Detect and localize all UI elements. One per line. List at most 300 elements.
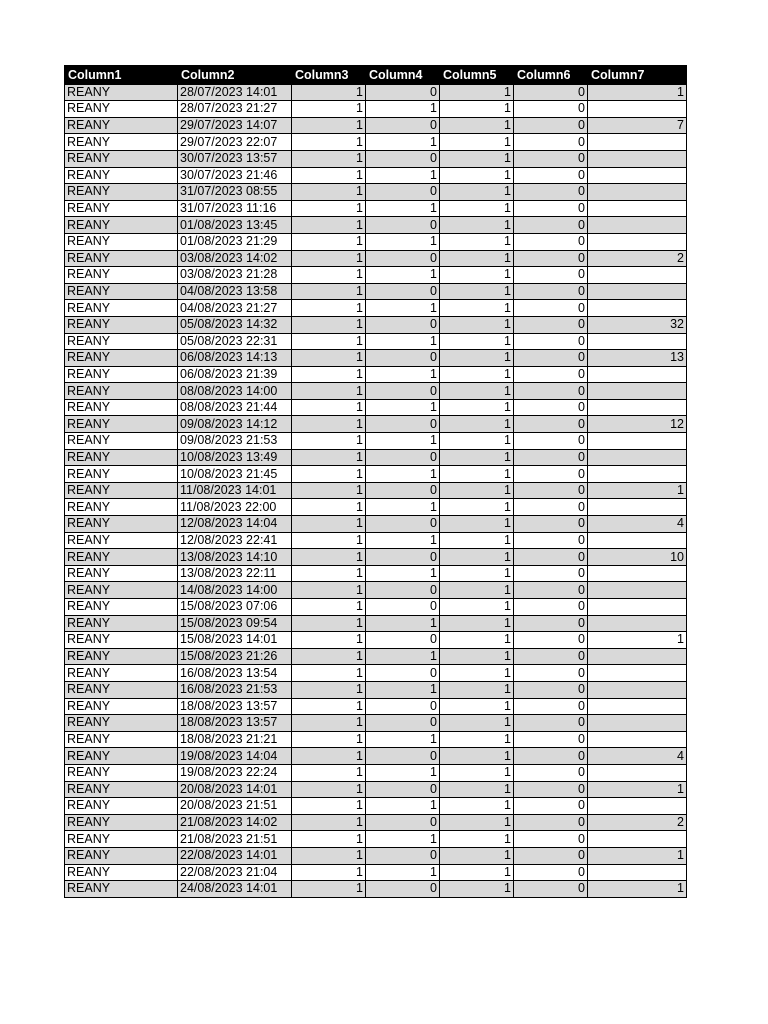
table-cell-col3[interactable]: 1 [292,864,366,881]
table-cell-col1[interactable]: REANY [65,200,178,217]
table-cell-col5[interactable]: 1 [440,399,514,416]
table-cell-col5[interactable]: 1 [440,565,514,582]
table-cell-col6[interactable]: 0 [514,648,588,665]
table-cell-col2[interactable]: 24/08/2023 14:01 [178,881,292,898]
table-cell-col6[interactable]: 0 [514,184,588,201]
table-cell-col3[interactable]: 1 [292,466,366,483]
table-cell-col4[interactable]: 0 [366,316,440,333]
table-cell-col5[interactable]: 1 [440,499,514,516]
table-cell-col7[interactable] [588,300,687,317]
table-cell-col1[interactable]: REANY [65,383,178,400]
table-cell-col6[interactable]: 0 [514,101,588,118]
table-cell-col7[interactable] [588,565,687,582]
table-cell-col5[interactable]: 1 [440,134,514,151]
table-cell-col7[interactable] [588,715,687,732]
table-cell-col5[interactable]: 1 [440,632,514,649]
table-cell-col3[interactable]: 1 [292,350,366,367]
table-cell-col2[interactable]: 21/08/2023 21:51 [178,831,292,848]
table-cell-col5[interactable]: 1 [440,549,514,566]
table-cell-col7[interactable] [588,731,687,748]
table-cell-col1[interactable]: REANY [65,466,178,483]
table-cell-col1[interactable]: REANY [65,847,178,864]
table-cell-col5[interactable]: 1 [440,532,514,549]
table-cell-col2[interactable]: 03/08/2023 14:02 [178,250,292,267]
table-cell-col5[interactable]: 1 [440,449,514,466]
table-cell-col3[interactable]: 1 [292,134,366,151]
table-cell-col3[interactable]: 1 [292,582,366,599]
table-cell-col5[interactable]: 1 [440,698,514,715]
table-cell-col5[interactable]: 1 [440,864,514,881]
table-cell-col2[interactable]: 30/07/2023 13:57 [178,150,292,167]
table-cell-col5[interactable]: 1 [440,250,514,267]
table-cell-col2[interactable]: 28/07/2023 21:27 [178,101,292,118]
table-cell-col2[interactable]: 10/08/2023 13:49 [178,449,292,466]
table-cell-col7[interactable] [588,217,687,234]
table-cell-col7[interactable]: 7 [588,117,687,134]
table-cell-col2[interactable]: 20/08/2023 14:01 [178,781,292,798]
table-cell-col2[interactable]: 05/08/2023 22:31 [178,333,292,350]
table-cell-col5[interactable]: 1 [440,599,514,616]
table-cell-col5[interactable]: 1 [440,217,514,234]
table-cell-col7[interactable] [588,399,687,416]
table-cell-col4[interactable]: 0 [366,516,440,533]
table-cell-col6[interactable]: 0 [514,632,588,649]
column-header-2[interactable]: Column2 [178,66,292,85]
table-cell-col2[interactable]: 22/08/2023 14:01 [178,847,292,864]
table-cell-col7[interactable] [588,648,687,665]
table-cell-col2[interactable]: 31/07/2023 08:55 [178,184,292,201]
table-cell-col5[interactable]: 1 [440,681,514,698]
table-cell-col3[interactable]: 1 [292,233,366,250]
table-cell-col3[interactable]: 1 [292,366,366,383]
table-cell-col6[interactable]: 0 [514,250,588,267]
table-cell-col3[interactable]: 1 [292,217,366,234]
table-cell-col2[interactable]: 11/08/2023 22:00 [178,499,292,516]
table-cell-col3[interactable]: 1 [292,250,366,267]
table-cell-col1[interactable]: REANY [65,715,178,732]
table-cell-col4[interactable]: 1 [366,798,440,815]
table-cell-col5[interactable]: 1 [440,433,514,450]
table-cell-col4[interactable]: 1 [366,366,440,383]
table-cell-col1[interactable]: REANY [65,449,178,466]
table-cell-col7[interactable] [588,383,687,400]
table-cell-col2[interactable]: 11/08/2023 14:01 [178,482,292,499]
table-cell-col6[interactable]: 0 [514,200,588,217]
table-cell-col3[interactable]: 1 [292,267,366,284]
table-cell-col3[interactable]: 1 [292,648,366,665]
table-cell-col4[interactable]: 0 [366,150,440,167]
table-cell-col3[interactable]: 1 [292,847,366,864]
table-cell-col1[interactable]: REANY [65,764,178,781]
table-cell-col7[interactable]: 4 [588,516,687,533]
table-cell-col7[interactable] [588,433,687,450]
table-cell-col4[interactable]: 0 [366,582,440,599]
column-header-5[interactable]: Column5 [440,66,514,85]
table-cell-col5[interactable]: 1 [440,466,514,483]
table-cell-col6[interactable]: 0 [514,350,588,367]
table-cell-col1[interactable]: REANY [65,681,178,698]
table-cell-col2[interactable]: 03/08/2023 21:28 [178,267,292,284]
table-cell-col4[interactable]: 1 [366,433,440,450]
table-cell-col6[interactable]: 0 [514,449,588,466]
table-cell-col2[interactable]: 12/08/2023 22:41 [178,532,292,549]
table-cell-col6[interactable]: 0 [514,416,588,433]
table-cell-col4[interactable]: 1 [366,134,440,151]
table-cell-col2[interactable]: 18/08/2023 13:57 [178,698,292,715]
table-cell-col4[interactable]: 1 [366,648,440,665]
table-cell-col7[interactable]: 10 [588,549,687,566]
table-cell-col6[interactable]: 0 [514,565,588,582]
table-cell-col3[interactable]: 1 [292,184,366,201]
table-cell-col3[interactable]: 1 [292,117,366,134]
table-cell-col1[interactable]: REANY [65,798,178,815]
table-cell-col5[interactable]: 1 [440,167,514,184]
table-cell-col4[interactable]: 0 [366,665,440,682]
table-cell-col6[interactable]: 0 [514,300,588,317]
table-cell-col6[interactable]: 0 [514,283,588,300]
table-cell-col1[interactable]: REANY [65,233,178,250]
table-cell-col7[interactable]: 1 [588,84,687,101]
table-cell-col5[interactable]: 1 [440,333,514,350]
table-cell-col6[interactable]: 0 [514,399,588,416]
table-cell-col4[interactable]: 0 [366,781,440,798]
table-cell-col1[interactable]: REANY [65,267,178,284]
table-cell-col3[interactable]: 1 [292,416,366,433]
table-cell-col7[interactable]: 13 [588,350,687,367]
table-cell-col3[interactable]: 1 [292,283,366,300]
table-cell-col4[interactable]: 0 [366,549,440,566]
table-cell-col5[interactable]: 1 [440,516,514,533]
table-cell-col7[interactable] [588,681,687,698]
table-cell-col6[interactable]: 0 [514,516,588,533]
table-cell-col3[interactable]: 1 [292,599,366,616]
table-cell-col7[interactable] [588,798,687,815]
table-cell-col7[interactable]: 1 [588,781,687,798]
table-cell-col6[interactable]: 0 [514,466,588,483]
table-cell-col2[interactable]: 04/08/2023 13:58 [178,283,292,300]
table-cell-col6[interactable]: 0 [514,748,588,765]
table-cell-col1[interactable]: REANY [65,599,178,616]
table-cell-col4[interactable]: 1 [366,167,440,184]
table-cell-col1[interactable]: REANY [65,366,178,383]
table-cell-col3[interactable]: 1 [292,748,366,765]
table-cell-col5[interactable]: 1 [440,117,514,134]
table-cell-col2[interactable]: 22/08/2023 21:04 [178,864,292,881]
table-cell-col4[interactable]: 1 [366,267,440,284]
table-cell-col3[interactable]: 1 [292,449,366,466]
table-cell-col3[interactable]: 1 [292,814,366,831]
table-cell-col1[interactable]: REANY [65,283,178,300]
table-cell-col3[interactable]: 1 [292,665,366,682]
table-cell-col1[interactable]: REANY [65,731,178,748]
table-cell-col7[interactable] [588,200,687,217]
table-cell-col5[interactable]: 1 [440,84,514,101]
table-cell-col4[interactable]: 1 [366,499,440,516]
table-cell-col2[interactable]: 15/08/2023 07:06 [178,599,292,616]
table-cell-col4[interactable]: 1 [366,731,440,748]
table-cell-col4[interactable]: 0 [366,217,440,234]
table-cell-col4[interactable]: 1 [366,764,440,781]
table-cell-col1[interactable]: REANY [65,532,178,549]
table-cell-col4[interactable]: 0 [366,383,440,400]
table-cell-col2[interactable]: 08/08/2023 14:00 [178,383,292,400]
table-cell-col6[interactable]: 0 [514,599,588,616]
column-header-4[interactable]: Column4 [366,66,440,85]
table-cell-col7[interactable] [588,233,687,250]
table-cell-col1[interactable]: REANY [65,101,178,118]
table-cell-col4[interactable]: 1 [366,233,440,250]
table-cell-col6[interactable]: 0 [514,316,588,333]
table-cell-col5[interactable]: 1 [440,731,514,748]
table-cell-col4[interactable]: 0 [366,117,440,134]
table-cell-col6[interactable]: 0 [514,781,588,798]
table-cell-col4[interactable]: 0 [366,449,440,466]
table-cell-col6[interactable]: 0 [514,881,588,898]
table-cell-col7[interactable]: 12 [588,416,687,433]
table-cell-col4[interactable]: 0 [366,283,440,300]
table-cell-col5[interactable]: 1 [440,582,514,599]
table-cell-col7[interactable] [588,184,687,201]
table-cell-col6[interactable]: 0 [514,731,588,748]
table-cell-col6[interactable]: 0 [514,582,588,599]
column-header-1[interactable]: Column1 [65,66,178,85]
table-cell-col4[interactable]: 1 [366,681,440,698]
table-cell-col7[interactable] [588,582,687,599]
table-cell-col1[interactable]: REANY [65,499,178,516]
table-cell-col7[interactable] [588,499,687,516]
table-cell-col1[interactable]: REANY [65,433,178,450]
table-cell-col5[interactable]: 1 [440,184,514,201]
table-cell-col3[interactable]: 1 [292,482,366,499]
table-cell-col2[interactable]: 15/08/2023 21:26 [178,648,292,665]
table-cell-col2[interactable]: 09/08/2023 14:12 [178,416,292,433]
table-cell-col5[interactable]: 1 [440,150,514,167]
table-cell-col7[interactable] [588,831,687,848]
table-cell-col2[interactable]: 06/08/2023 14:13 [178,350,292,367]
table-cell-col4[interactable]: 1 [366,831,440,848]
table-cell-col2[interactable]: 13/08/2023 14:10 [178,549,292,566]
table-cell-col3[interactable]: 1 [292,316,366,333]
table-cell-col3[interactable]: 1 [292,681,366,698]
table-cell-col2[interactable]: 29/07/2023 14:07 [178,117,292,134]
column-header-7[interactable]: Column7 [588,66,687,85]
table-cell-col7[interactable]: 1 [588,632,687,649]
table-cell-col2[interactable]: 28/07/2023 14:01 [178,84,292,101]
table-cell-col1[interactable]: REANY [65,648,178,665]
table-cell-col1[interactable]: REANY [65,184,178,201]
table-cell-col4[interactable]: 0 [366,250,440,267]
table-cell-col3[interactable]: 1 [292,632,366,649]
table-cell-col4[interactable]: 0 [366,632,440,649]
table-cell-col3[interactable]: 1 [292,532,366,549]
table-cell-col3[interactable]: 1 [292,84,366,101]
table-cell-col4[interactable]: 1 [366,300,440,317]
table-cell-col5[interactable]: 1 [440,482,514,499]
table-cell-col7[interactable]: 2 [588,250,687,267]
table-cell-col2[interactable]: 10/08/2023 21:45 [178,466,292,483]
table-cell-col3[interactable]: 1 [292,615,366,632]
table-cell-col2[interactable]: 16/08/2023 21:53 [178,681,292,698]
table-cell-col6[interactable]: 0 [514,150,588,167]
table-cell-col6[interactable]: 0 [514,615,588,632]
table-cell-col2[interactable]: 30/07/2023 21:46 [178,167,292,184]
table-cell-col5[interactable]: 1 [440,416,514,433]
table-cell-col7[interactable] [588,333,687,350]
table-cell-col7[interactable] [588,449,687,466]
table-cell-col7[interactable]: 32 [588,316,687,333]
table-cell-col5[interactable]: 1 [440,798,514,815]
table-cell-col2[interactable]: 29/07/2023 22:07 [178,134,292,151]
table-cell-col1[interactable]: REANY [65,316,178,333]
table-cell-col1[interactable]: REANY [65,84,178,101]
column-header-6[interactable]: Column6 [514,66,588,85]
table-cell-col4[interactable]: 1 [366,565,440,582]
table-cell-col7[interactable] [588,764,687,781]
table-cell-col4[interactable]: 1 [366,864,440,881]
table-cell-col2[interactable]: 14/08/2023 14:00 [178,582,292,599]
table-cell-col4[interactable]: 0 [366,698,440,715]
table-cell-col6[interactable]: 0 [514,831,588,848]
table-cell-col1[interactable]: REANY [65,134,178,151]
table-cell-col6[interactable]: 0 [514,84,588,101]
table-cell-col1[interactable]: REANY [65,565,178,582]
table-cell-col6[interactable]: 0 [514,715,588,732]
table-cell-col6[interactable]: 0 [514,814,588,831]
table-cell-col7[interactable] [588,134,687,151]
table-cell-col4[interactable]: 1 [366,101,440,118]
table-cell-col1[interactable]: REANY [65,814,178,831]
table-cell-col2[interactable]: 08/08/2023 21:44 [178,399,292,416]
table-cell-col6[interactable]: 0 [514,847,588,864]
table-cell-col3[interactable]: 1 [292,333,366,350]
table-cell-col3[interactable]: 1 [292,881,366,898]
table-cell-col1[interactable]: REANY [65,549,178,566]
table-cell-col6[interactable]: 0 [514,665,588,682]
table-cell-col1[interactable]: REANY [65,350,178,367]
table-cell-col6[interactable]: 0 [514,681,588,698]
table-cell-col5[interactable]: 1 [440,283,514,300]
table-cell-col1[interactable]: REANY [65,881,178,898]
table-cell-col5[interactable]: 1 [440,267,514,284]
table-cell-col2[interactable]: 06/08/2023 21:39 [178,366,292,383]
table-cell-col5[interactable]: 1 [440,383,514,400]
table-cell-col1[interactable]: REANY [65,150,178,167]
table-cell-col5[interactable]: 1 [440,200,514,217]
table-cell-col4[interactable]: 0 [366,748,440,765]
table-cell-col6[interactable]: 0 [514,233,588,250]
table-cell-col2[interactable]: 05/08/2023 14:32 [178,316,292,333]
table-cell-col3[interactable]: 1 [292,150,366,167]
table-cell-col5[interactable]: 1 [440,847,514,864]
table-cell-col3[interactable]: 1 [292,200,366,217]
table-cell-col1[interactable]: REANY [65,864,178,881]
table-cell-col1[interactable]: REANY [65,167,178,184]
table-cell-col5[interactable]: 1 [440,316,514,333]
table-cell-col2[interactable]: 21/08/2023 14:02 [178,814,292,831]
table-cell-col1[interactable]: REANY [65,665,178,682]
table-cell-col6[interactable]: 0 [514,798,588,815]
table-cell-col4[interactable]: 0 [366,350,440,367]
table-cell-col4[interactable]: 0 [366,881,440,898]
table-cell-col1[interactable]: REANY [65,333,178,350]
table-cell-col5[interactable]: 1 [440,615,514,632]
table-cell-col7[interactable] [588,698,687,715]
table-cell-col4[interactable]: 0 [366,814,440,831]
table-cell-col5[interactable]: 1 [440,300,514,317]
table-cell-col3[interactable]: 1 [292,781,366,798]
table-cell-col6[interactable]: 0 [514,532,588,549]
table-cell-col1[interactable]: REANY [65,250,178,267]
table-cell-col3[interactable]: 1 [292,565,366,582]
table-cell-col2[interactable]: 18/08/2023 21:21 [178,731,292,748]
table-cell-col5[interactable]: 1 [440,366,514,383]
table-cell-col5[interactable]: 1 [440,648,514,665]
table-cell-col2[interactable]: 01/08/2023 21:29 [178,233,292,250]
table-cell-col2[interactable]: 18/08/2023 13:57 [178,715,292,732]
table-cell-col1[interactable]: REANY [65,698,178,715]
table-cell-col3[interactable]: 1 [292,549,366,566]
table-cell-col1[interactable]: REANY [65,748,178,765]
table-cell-col4[interactable]: 0 [366,847,440,864]
table-cell-col5[interactable]: 1 [440,781,514,798]
table-cell-col1[interactable]: REANY [65,781,178,798]
table-cell-col1[interactable]: REANY [65,117,178,134]
table-cell-col7[interactable] [588,267,687,284]
table-cell-col5[interactable]: 1 [440,814,514,831]
table-cell-col6[interactable]: 0 [514,383,588,400]
table-cell-col6[interactable]: 0 [514,366,588,383]
table-cell-col1[interactable]: REANY [65,615,178,632]
table-cell-col7[interactable] [588,615,687,632]
table-cell-col3[interactable]: 1 [292,731,366,748]
table-cell-col3[interactable]: 1 [292,798,366,815]
table-cell-col4[interactable]: 1 [366,615,440,632]
table-cell-col3[interactable]: 1 [292,698,366,715]
table-cell-col7[interactable] [588,366,687,383]
table-cell-col6[interactable]: 0 [514,549,588,566]
table-cell-col7[interactable]: 1 [588,847,687,864]
table-cell-col4[interactable]: 1 [366,333,440,350]
table-cell-col6[interactable]: 0 [514,134,588,151]
table-cell-col5[interactable]: 1 [440,881,514,898]
table-cell-col3[interactable]: 1 [292,516,366,533]
table-cell-col3[interactable]: 1 [292,383,366,400]
table-cell-col2[interactable]: 20/08/2023 21:51 [178,798,292,815]
table-cell-col7[interactable] [588,665,687,682]
table-cell-col3[interactable]: 1 [292,167,366,184]
table-cell-col4[interactable]: 0 [366,416,440,433]
table-cell-col2[interactable]: 16/08/2023 13:54 [178,665,292,682]
table-cell-col1[interactable]: REANY [65,399,178,416]
table-cell-col4[interactable]: 0 [366,599,440,616]
table-cell-col2[interactable]: 15/08/2023 09:54 [178,615,292,632]
table-cell-col5[interactable]: 1 [440,748,514,765]
table-cell-col7[interactable] [588,532,687,549]
table-cell-col3[interactable]: 1 [292,300,366,317]
table-cell-col1[interactable]: REANY [65,831,178,848]
table-cell-col7[interactable] [588,167,687,184]
column-header-3[interactable]: Column3 [292,66,366,85]
table-cell-col2[interactable]: 19/08/2023 14:04 [178,748,292,765]
table-cell-col4[interactable]: 0 [366,715,440,732]
table-cell-col3[interactable]: 1 [292,831,366,848]
table-cell-col7[interactable] [588,466,687,483]
table-cell-col6[interactable]: 0 [514,267,588,284]
table-cell-col7[interactable] [588,599,687,616]
table-cell-col5[interactable]: 1 [440,715,514,732]
table-cell-col4[interactable]: 1 [366,532,440,549]
table-cell-col4[interactable]: 0 [366,184,440,201]
